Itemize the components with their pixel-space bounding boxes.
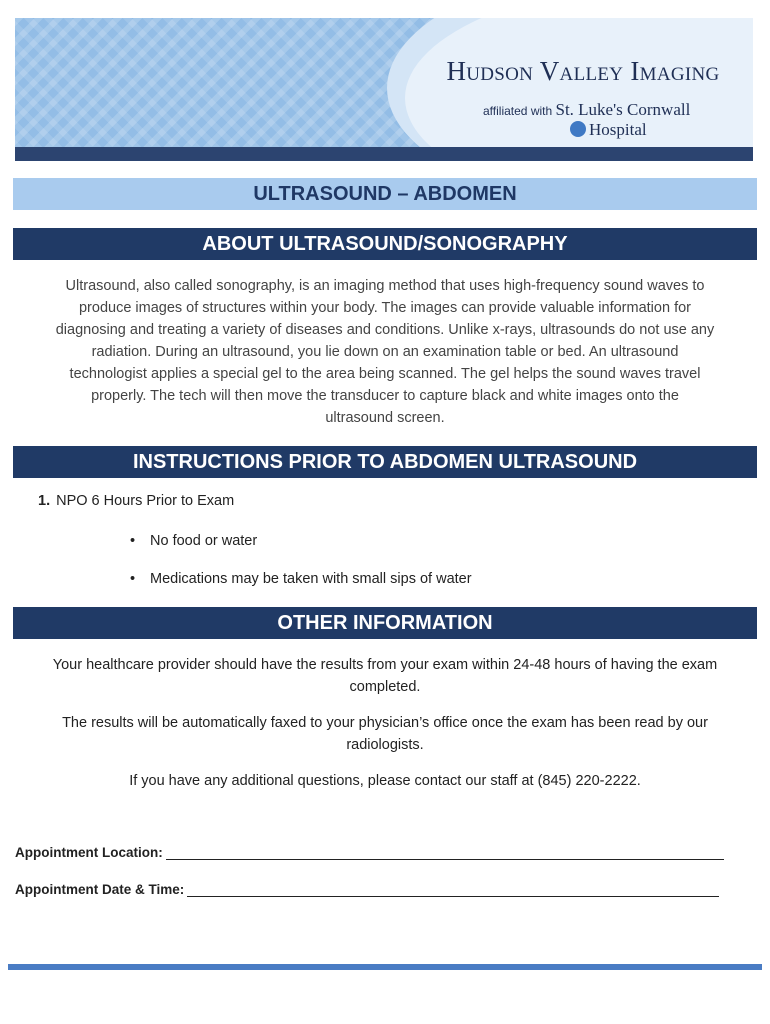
- other-info-heading: OTHER INFORMATION: [13, 607, 757, 639]
- about-line: properly. The tech will then move the transducer to capture black and white images onto the: [91, 388, 679, 404]
- appointment-datetime-row: [15, 882, 719, 897]
- bullet-text: Medications may be taken with small sips of water: [150, 571, 472, 587]
- bullet-icon: •: [130, 533, 136, 549]
- appointment-location-field[interactable]: [166, 845, 724, 860]
- bullet-text: No food or water: [150, 533, 258, 549]
- instruction-text: NPO 6 Hours Prior to Exam: [56, 493, 235, 509]
- about-line: radiation. During an ultrasound, you lie down on an examination table or bed. An ultrasound: [91, 344, 679, 360]
- contact-paragraph: If you have any additional questions, please contact our staff at (845) 220-2222.: [129, 773, 641, 789]
- instructions-heading: INSTRUCTIONS PRIOR TO ABDOMEN ULTRASOUND: [13, 446, 757, 478]
- affiliation-line: [483, 100, 753, 120]
- appointment-datetime-field[interactable]: [187, 882, 719, 897]
- bullet-item: [130, 533, 257, 549]
- instruction-number: 1.: [38, 493, 51, 509]
- appointment-location-label: Appointment Location:: [15, 845, 163, 860]
- results-paragraph: [13, 654, 757, 698]
- about-line: Ultrasound, also called sonography, is an imaging method that uses high-frequency sound waves to: [65, 278, 705, 294]
- header-banner: [15, 18, 753, 161]
- results-line: completed.: [349, 679, 421, 695]
- fax-paragraph: [13, 712, 757, 756]
- appointment-location-row: [15, 845, 724, 860]
- about-paragraph: [13, 275, 757, 429]
- bullet-icon: •: [130, 571, 136, 587]
- banner-bottom-bar: [15, 147, 753, 161]
- affiliate-hospital-label: Hospital: [589, 120, 647, 139]
- about-line: produce images of structures within your body. The images can provide valuable information for: [78, 300, 691, 316]
- affiliate-hospital: [570, 120, 647, 140]
- brand-logo-text: Hudson Valley Imaging: [446, 56, 720, 86]
- footer-rule: [8, 964, 762, 970]
- results-line: Your healthcare provider should have the results from your exam within 24-48 hours of having the exam: [52, 657, 718, 673]
- affiliated-prefix: affiliated with: [483, 104, 553, 118]
- fax-line: The results will be automatically faxed to your physician’s office once the exam has been read by our: [62, 715, 708, 731]
- page-title: ULTRASOUND – ABDOMEN: [13, 178, 757, 210]
- affiliate-name: St. Luke's Cornwall: [555, 100, 691, 119]
- about-line: ultrasound screen.: [325, 410, 445, 426]
- appointment-datetime-label: Appointment Date & Time:: [15, 882, 185, 897]
- about-line: technologist applies a special gel to the area being scanned. The gel helps the sound waves travel: [69, 366, 701, 382]
- bullet-item: [130, 571, 472, 587]
- about-heading: ABOUT ULTRASOUND/SONOGRAPHY: [13, 228, 757, 260]
- instruction-item: [38, 493, 234, 509]
- about-line: diagnosing and treating a variety of diseases and conditions. Unlike x-rays, ultrasounds do not use any: [55, 322, 715, 338]
- hospital-logo-icon: [570, 121, 586, 137]
- fax-line: radiologists.: [346, 737, 424, 753]
